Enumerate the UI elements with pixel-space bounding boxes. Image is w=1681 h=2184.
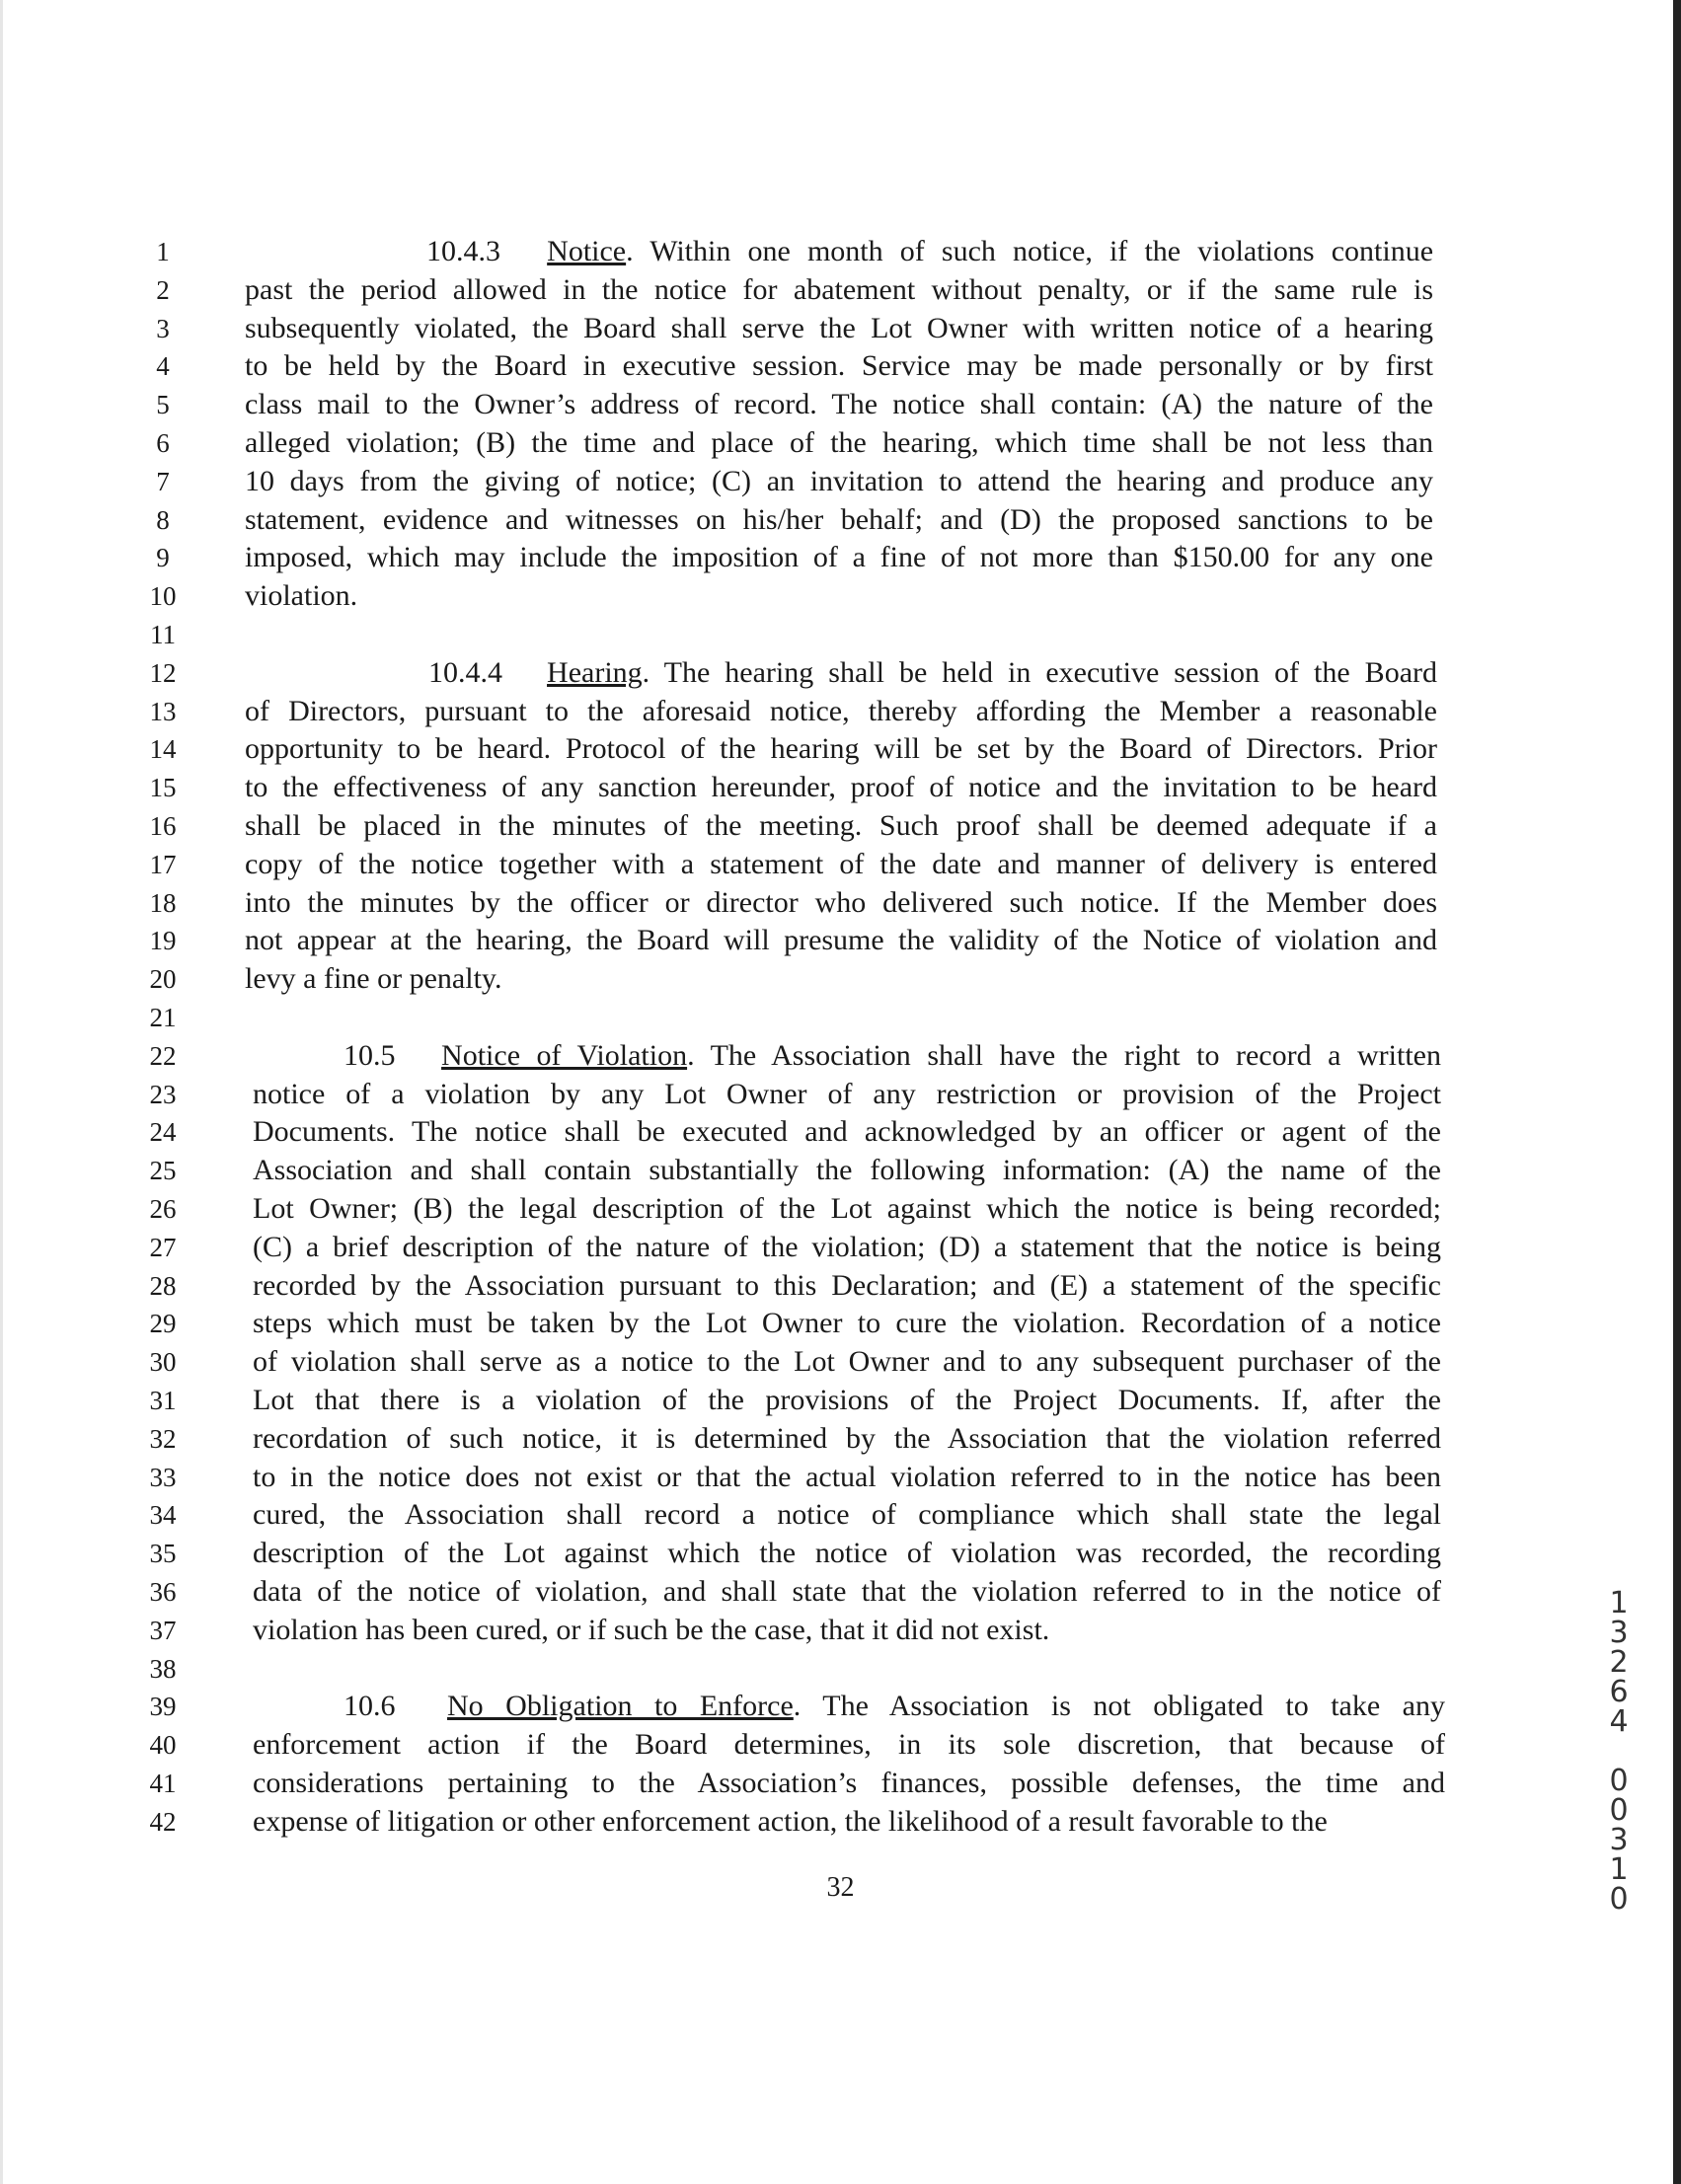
section-title-suffix: . [642,656,650,689]
line-number: 17 [149,850,177,879]
section-number: 10.6 [344,1690,396,1722]
text-line: statement, evidence and witnesses on his/her behalf; and (D) the proposed sanctions to be [245,503,1433,536]
line-number: 38 [149,1654,177,1684]
stamp-digit: 6 [1609,1675,1629,1709]
line-number: 25 [149,1156,177,1185]
text-line: steps which must be taken by the Lot Owner to cure the violation. Recordation of a notice [253,1307,1441,1339]
text-line: violation. [245,579,358,612]
section-number: 10.4.3 [426,235,500,267]
line-number: 39 [149,1692,177,1721]
text-line: subsequently violated, the Board shall serve the Lot Owner with written notice of a hearing [245,312,1433,344]
text-line: copy of the notice together with a statement of the date and manner of delivery is entered [245,848,1437,880]
text-line: alleged violation; (B) the time and place of the hearing, which time shall be not less than [245,426,1433,459]
line-number: 31 [149,1386,177,1415]
text-line [344,1688,1445,1725]
section-number: 10.4.4 [428,656,502,689]
stamp-digit: 3 [1609,1823,1629,1857]
line-number: 20 [149,964,177,994]
section-text: The hearing shall be held in executive session of the Board [663,656,1437,689]
text-line: to be held by the Board in executive session. Service may be made personally or by first [245,349,1433,382]
text-line: recordation of such notice, it is determined by the Association that the violation referred [253,1422,1441,1455]
text-line [426,233,1433,270]
line-number: 11 [150,620,176,649]
line-number: 32 [149,1424,177,1454]
text-line: not appear at the hearing, the Board will presume the validity of the Notice of violation and [245,924,1437,956]
stamp-digit: 4 [1609,1704,1629,1739]
stamp-digit: 0 [1609,1882,1629,1917]
line-number: 33 [149,1463,177,1492]
page-number: 32 [826,1872,855,1903]
text-line: data of the notice of violation, and shall state that the violation referred to in the notice of [253,1575,1441,1608]
line-number: 1 [156,237,170,266]
line-number: 23 [149,1080,177,1109]
line-number: 35 [149,1539,177,1568]
section-number: 10.5 [344,1039,396,1072]
text-line: class mail to the Owner’s address of record. The notice shall contain: (A) the nature of the [245,388,1433,420]
text-line: Lot Owner; (B) the legal description of the Lot against which the notice is being recorded; [253,1192,1441,1225]
text-line: violation has been cured, or if such be the case, that it did not exist. [253,1614,1050,1646]
text-line [344,1037,1441,1075]
line-number: 13 [149,697,177,726]
line-number: 10 [149,581,177,611]
line-number: 26 [149,1194,177,1224]
text-line: of violation shall serve as a notice to the Lot Owner and to any subsequent purchaser of the [253,1345,1441,1378]
line-number: 21 [149,1003,177,1032]
section-title-suffix: . [626,235,634,267]
line-number: 3 [156,314,170,343]
section-title: Notice of Violation [441,1039,688,1072]
section-text: The Association is not obligated to take any [822,1690,1445,1722]
text-line: to in the notice does not exist or that the actual violation referred to in the notice has been [253,1461,1441,1493]
section-title: No Obligation to Enforce [447,1690,794,1722]
line-number: 5 [156,390,170,419]
text-line: past the period allowed in the notice for abatement without penalty, or if the same rule is [245,273,1433,306]
line-number: 12 [149,658,177,688]
stamp-digit: 0 [1609,1764,1629,1798]
scan-left-edge [0,0,3,2184]
section-title: Notice [547,235,627,267]
line-number: 15 [149,773,177,802]
line-number: 6 [156,428,170,458]
section-text: The Association shall have the right to record a written [710,1039,1441,1072]
text-line: Association and shall contain substantially the following information: (A) the name of the [253,1154,1441,1186]
stamp-digit: 3 [1609,1616,1629,1650]
line-number: 2 [156,275,170,305]
line-number: 37 [149,1616,177,1645]
line-number: 30 [149,1347,177,1377]
stamp-digit [1599,1737,1639,1767]
text-line: 10 days from the giving of notice; (C) an invitation to attend the hearing and produce any [245,465,1433,497]
line-number: 8 [156,505,170,535]
text-line: imposed, which may include the imposition of a fine of not more than $150.00 for any one [245,541,1433,573]
section-title-suffix: . [687,1039,695,1072]
text-line: Lot that there is a violation of the provisions of the Project Documents. If, after the [253,1384,1441,1416]
stamp-digit: 2 [1609,1645,1629,1680]
text-line: to the effectiveness of any sanction hereunder, proof of notice and the invitation to be heard [245,771,1437,803]
text-line: enforcement action if the Board determines, in its sole discretion, that because of [253,1728,1445,1761]
text-line: notice of a violation by any Lot Owner of any restriction or provision of the Project [253,1078,1441,1110]
line-number: 7 [156,467,170,496]
text-line: shall be placed in the minutes of the meeting. Such proof shall be deemed adequate if a [245,809,1437,842]
text-line: recorded by the Association pursuant to this Declaration; and (E) a statement of the specific [253,1269,1441,1302]
line-number: 24 [149,1117,177,1147]
text-line: opportunity to be heard. Protocol of the hearing will be set by the Board of Directors. Prior [245,732,1437,765]
line-number: 18 [149,888,177,918]
line-number: 28 [149,1271,177,1301]
line-number: 34 [149,1500,177,1530]
line-number: 41 [149,1769,177,1798]
line-number: 19 [149,926,177,955]
line-number: 42 [149,1807,177,1837]
text-line: description of the Lot against which the notice of violation was recorded, the recording [253,1537,1441,1569]
line-number: 16 [149,811,177,841]
text-line: of Directors, pursuant to the aforesaid notice, thereby affording the Member a reasonable [245,695,1437,727]
line-number: 4 [156,351,170,381]
text-line: Documents. The notice shall be executed and acknowledged by an officer or agent of the [253,1115,1441,1148]
line-number: 40 [149,1730,177,1760]
line-number: 9 [156,543,170,572]
recording-number-stamp [1599,1586,1639,1917]
line-number: 22 [149,1041,177,1071]
text-line: cured, the Association shall record a notice of compliance which shall state the legal [253,1498,1441,1531]
text-line: into the minutes by the officer or director who delivered such notice. If the Member does [245,886,1437,919]
text-line [428,654,1437,692]
section-title: Hearing [547,656,643,689]
scan-right-edge [1673,0,1681,2184]
stamp-digit: 0 [1609,1793,1629,1828]
section-title-suffix: . [793,1690,802,1722]
text-line: levy a fine or penalty. [245,962,502,995]
text-line: expense of litigation or other enforcement action, the likelihood of a result favorable to the [253,1805,1328,1838]
line-number: 14 [149,734,177,764]
stamp-digit: 1 [1609,1852,1629,1887]
line-number: 27 [149,1233,177,1262]
line-number: 29 [149,1309,177,1338]
section-text: Within one month of such notice, if the violations continue [649,235,1433,267]
stamp-digit: 1 [1609,1586,1629,1620]
line-number: 36 [149,1577,177,1607]
text-line: (C) a brief description of the nature of the violation; (D) a statement that the notice is being [253,1231,1441,1263]
text-line: considerations pertaining to the Association’s finances, possible defenses, the time and [253,1767,1445,1799]
